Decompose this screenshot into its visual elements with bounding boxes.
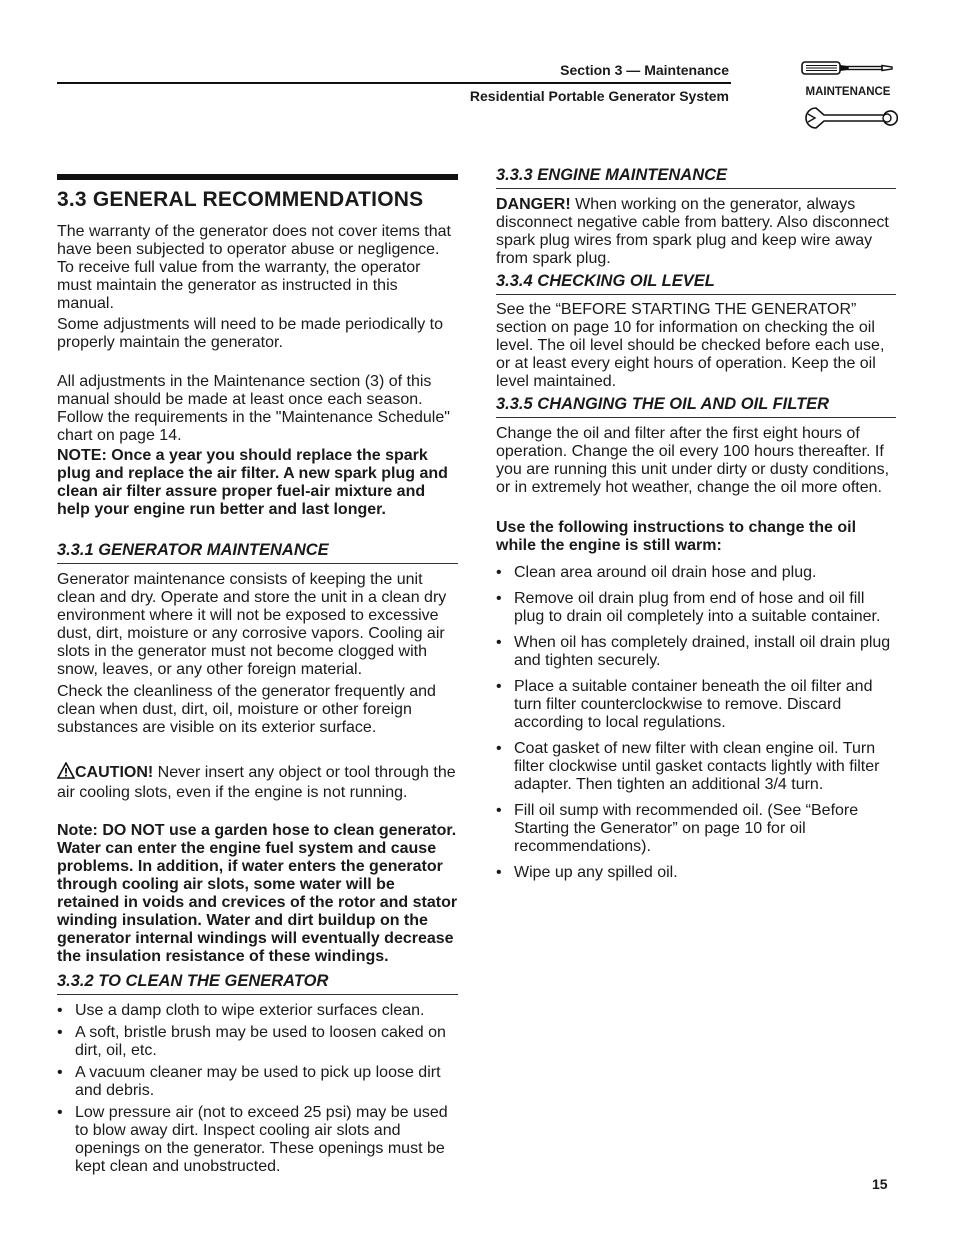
oil-level-paragraph: See the “BEFORE STARTING THE GENERATOR” section on page 10 for information on checking the oil level. The oil level should be checked before each use, or at least every eight hours of operation. Keep the oil level maintained.: [496, 301, 885, 390]
warning-triangle-icon: [57, 762, 75, 784]
cleanliness-paragraph: Check the cleanliness of the generator frequently and clean when dust, dirt, oil, moisture or other foreign substances are visible on its exterior surface.: [57, 683, 436, 736]
header-rule: [57, 82, 731, 84]
list-item: • Low pressure air (not to exceed 25 psi) may be used to blow away dirt. Inspect cooling air slots and openings on the generator. These openings must be kept clean and unobstructed.: [57, 1104, 458, 1176]
list-item: • Fill oil sump with recommended oil. (See “Before Starting the Generator” on page 10 for oil recommendations).: [496, 802, 896, 856]
caution-paragraph: [57, 762, 458, 802]
note-garden-hose: Note: DO NOT use a garden hose to clean generator. Water can enter the engine fuel system and cause problems. In addition, if water enters the generator through cooling air slots, some water will be retained in voids and crevices of the rotor and stator winding insulation. Water and dirt buildup on the generator internal windings will eventually decrease the insulation resistance of these windings.: [57, 822, 458, 965]
badge-label: MAINTENANCE: [805, 86, 891, 98]
generator-maintenance-paragraph: Generator maintenance consists of keeping the unit clean and dry. Operate and store the unit in a clean dry environment where it will not be exposed to excessive dust, dirt, moisture or any corrosive vapors. Cooling air slots in the generator must not become clogged with snow, leaves, or any other foreign material.: [57, 571, 447, 678]
heading-3-3-1: 3.3.1 GENERATOR MAINTENANCE: [57, 541, 458, 564]
screwdriver-icon: [798, 58, 898, 80]
danger-text: When working on the generator, always disconnect negative cable from battery. Also disconnect spark plug wires from spark plug and keep wire away from spark plug.: [496, 196, 889, 267]
list-item: • Use a damp cloth to wipe exterior surfaces clean.: [57, 1002, 458, 1020]
header-section-title: Section 3 — Maintenance: [560, 62, 729, 78]
list-item: • Place a suitable container beneath the oil filter and turn filter counterclockwise to remove. Discard according to local regulations.: [496, 678, 896, 732]
title-bar: [57, 174, 458, 180]
list-item: • A vacuum cleaner may be used to pick up loose dirt and debris.: [57, 1064, 458, 1100]
danger-label: DANGER!: [496, 196, 571, 213]
heading-3-3-5: 3.3.5 CHANGING THE OIL AND OIL FILTER: [496, 395, 896, 418]
header-product-title: Residential Portable Generator System: [469, 88, 729, 104]
note-spark-plug: NOTE: Once a year you should replace the spark plug and replace the air filter. A new spark plug and clean air filter assure proper fuel-air mixture and help your engine run better and last longer.: [57, 447, 448, 518]
heading-3-3-3: 3.3.3 ENGINE MAINTENANCE: [496, 166, 896, 189]
maintenance-badge: [798, 58, 898, 134]
section-title: 3.3 GENERAL RECOMMENDATIONS: [57, 188, 424, 211]
caution-label: CAUTION!: [75, 764, 154, 781]
warm-engine-instruction: Use the following instructions to change the oil while the engine is still warm:: [496, 519, 857, 554]
warranty-paragraph: The warranty of the generator does not cover items that have been subjected to operator abuse or negligence. To receive full value from the warranty, the operator must maintain the generator as instructed in this manual.: [57, 223, 451, 312]
page-number: 15: [872, 1176, 888, 1192]
oil-change-list: [496, 564, 896, 882]
adjustments-paragraph: Some adjustments will need to be made periodically to properly maintain the generator.: [57, 316, 443, 351]
heading-3-3-4: 3.3.4 CHECKING OIL LEVEL: [496, 272, 896, 295]
danger-paragraph: [496, 196, 896, 268]
oil-change-paragraph: Change the oil and filter after the first eight hours of operation. Change the oil every 100 hours thereafter. If you are running this unit under dirty or dusty conditions, or in extremely hot weather, change the oil more often.: [496, 425, 890, 496]
list-item: • Remove oil drain plug from end of hose and oil fill plug to drain oil completely into a suitable container.: [496, 590, 896, 626]
list-item: • Clean area around oil drain hose and plug.: [496, 564, 896, 582]
list-item: • When oil has completely drained, install oil drain plug and tighten securely.: [496, 634, 896, 670]
list-item: • Coat gasket of new filter with clean engine oil. Turn filter clockwise until gasket contacts lightly with filter adapter. Then tighten an additional 3/4 turn.: [496, 740, 896, 794]
caution-text: Never insert any object or tool through the air cooling slots, even if the engine is not running.: [57, 764, 456, 801]
season-paragraph: All adjustments in the Maintenance section (3) of this manual should be made at least once each season. Follow the requirements in the "Maintenance Schedule" chart on page 14.: [57, 373, 450, 444]
heading-3-3-2: 3.3.2 TO CLEAN THE GENERATOR: [57, 972, 458, 995]
wrench-icon: [798, 104, 898, 132]
list-item: • A soft, bristle brush may be used to loosen caked on dirt, oil, etc.: [57, 1024, 458, 1060]
list-item: • Wipe up any spilled oil.: [496, 864, 896, 882]
clean-list: [57, 1002, 458, 1176]
